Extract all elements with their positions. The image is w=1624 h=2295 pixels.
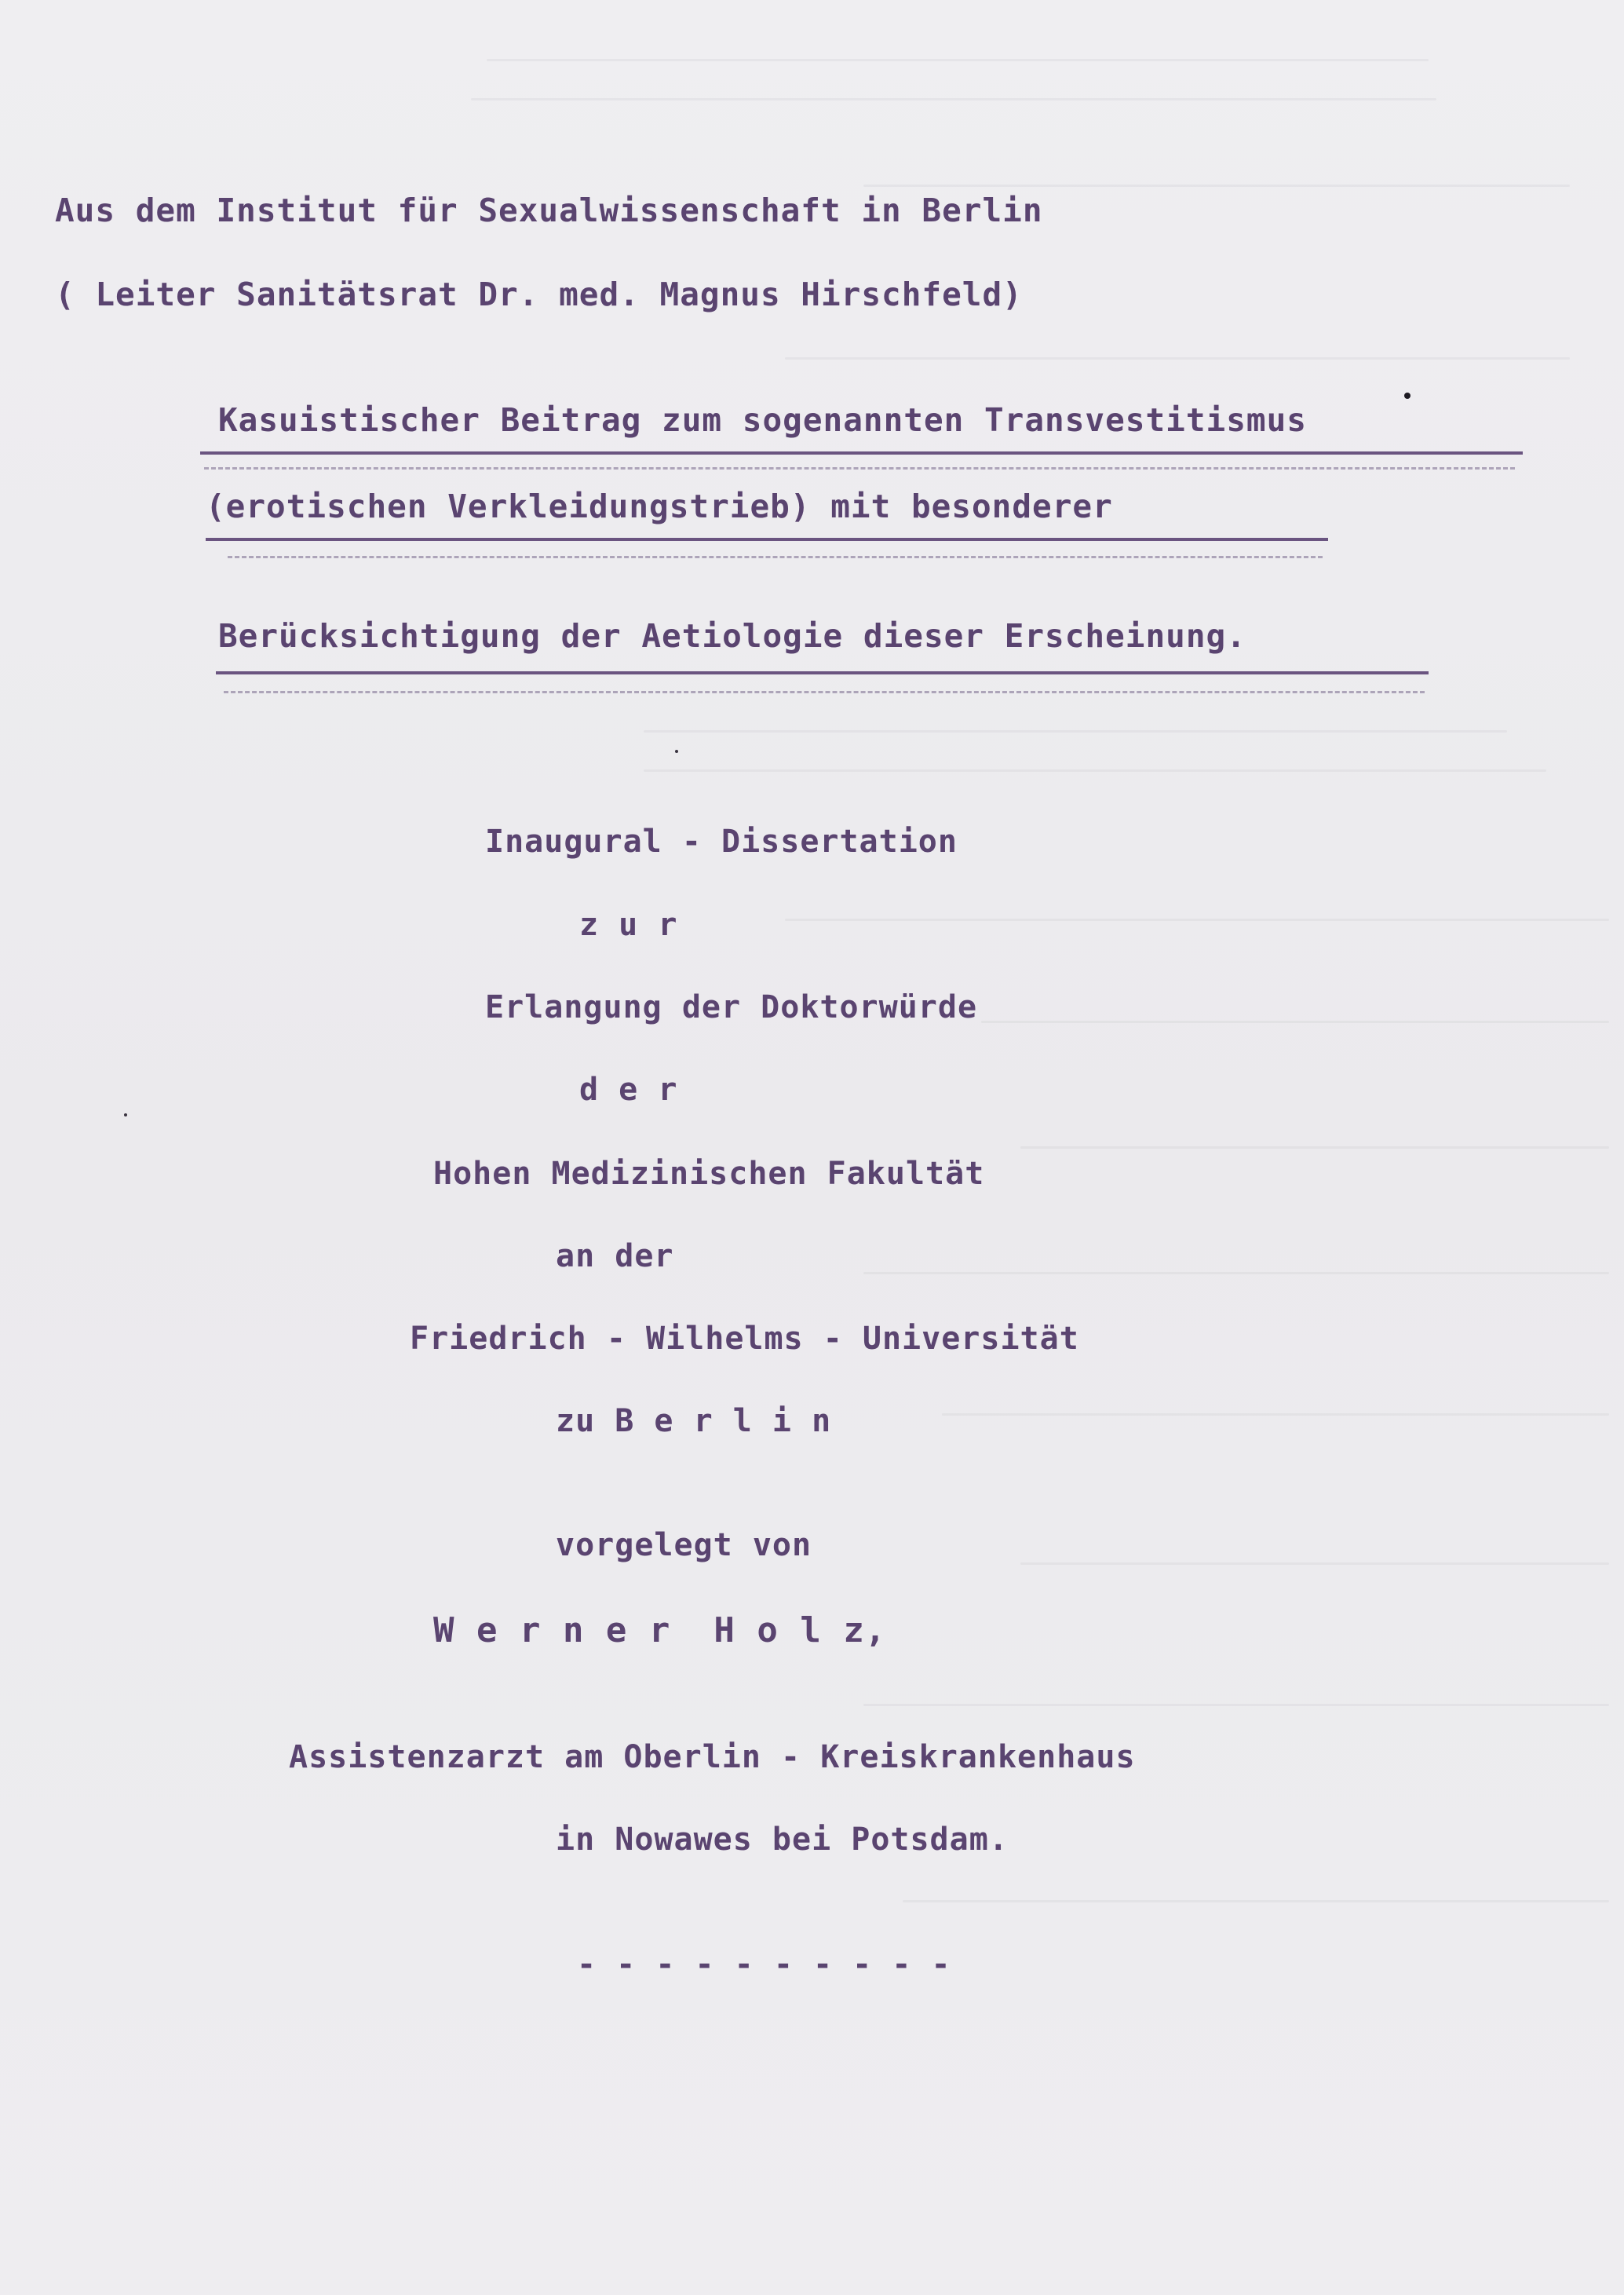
institute-line: Aus dem Institut für Sexualwissenschaft in Berlin <box>55 192 1043 229</box>
purpose-line: Erlangung der Doktorwürde <box>485 989 978 1025</box>
title-line-1: Kasuistischer Beitrag zum sogenannten Transvestitismus <box>218 401 1307 439</box>
show-through-line <box>903 1900 1609 1902</box>
show-through-line <box>981 1021 1609 1023</box>
title-line-3: Berücksichtigung der Aetiologie dieser Erscheinung. <box>218 617 1246 655</box>
show-through-line <box>942 1413 1609 1416</box>
faculty-line: Hohen Medizinischen Fakultät <box>433 1156 985 1192</box>
title-dashed-rule-3 <box>224 691 1425 693</box>
paper-speck <box>124 1113 127 1116</box>
show-through-line <box>785 919 1609 921</box>
an-der-line: an der <box>556 1238 674 1274</box>
location-line: in Nowawes bei Potsdam. <box>556 1822 1009 1858</box>
show-through-line <box>644 730 1507 733</box>
show-through-line <box>1020 1146 1609 1149</box>
author-position: Assistenzarzt am Oberlin - Kreiskrankenhaus <box>289 1739 1136 1775</box>
dissertation-type: Inaugural - Dissertation <box>485 824 958 860</box>
city-line: zu B e r l i n <box>556 1403 832 1439</box>
title-underline-3 <box>216 671 1429 674</box>
paper-speck <box>675 750 678 753</box>
title-line-2: (erotischen Verkleidungstrieb) mit besonderer <box>206 488 1113 525</box>
show-through-line <box>785 357 1570 360</box>
show-through-line <box>644 769 1546 772</box>
title-underline-2 <box>206 538 1328 541</box>
der-line: d e r <box>579 1072 678 1108</box>
title-underline-1 <box>200 451 1523 455</box>
show-through-line <box>863 1272 1609 1274</box>
show-through-line <box>863 1704 1609 1706</box>
show-through-line <box>1020 1562 1609 1565</box>
handwritten-dot-mark <box>1404 393 1411 399</box>
director-line: ( Leiter Sanitätsrat Dr. med. Magnus Hirschfeld) <box>55 276 1023 313</box>
show-through-line <box>487 59 1429 61</box>
title-dashed-rule-2 <box>228 556 1323 558</box>
show-through-line <box>863 185 1570 187</box>
separator-dashes: - - - - - - - - - - <box>577 1946 951 1983</box>
title-dashed-rule-1 <box>204 467 1515 470</box>
presented-by-line: vorgelegt von <box>556 1527 812 1563</box>
university-line: Friedrich - Wilhelms - Universität <box>410 1321 1079 1357</box>
show-through-line <box>471 98 1436 100</box>
zur-line: z u r <box>579 907 678 943</box>
author-name: W e r n e r H o l z, <box>433 1610 887 1650</box>
